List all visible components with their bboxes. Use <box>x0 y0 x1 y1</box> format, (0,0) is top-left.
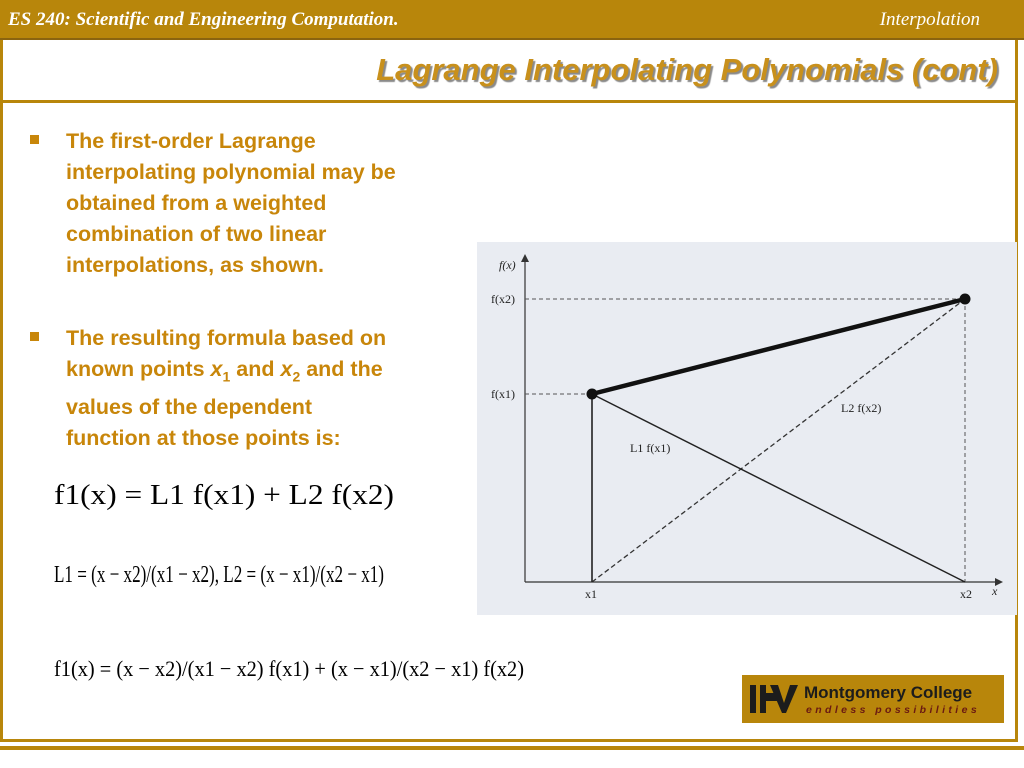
l1-line <box>592 394 965 582</box>
course-title: ES 240: Scientific and Engineering Computation. <box>8 9 399 30</box>
text-fragment: and <box>230 357 281 381</box>
formula-1 <box>54 472 404 518</box>
x-axis-label: x <box>992 584 998 598</box>
subscript: 1 <box>222 368 231 385</box>
x1-label: x1 <box>585 587 597 601</box>
formula-3 <box>54 630 534 720</box>
fx1-label: f(x1) <box>491 387 515 401</box>
y-axis-arrow <box>521 254 529 262</box>
bullet-2 <box>30 323 460 453</box>
variable-x: x <box>210 357 223 381</box>
formula-1-svg <box>54 472 404 518</box>
slide-title: Lagrange Interpolating Polynomials (cont) <box>376 52 998 87</box>
point-x1 <box>587 389 598 400</box>
bullet-1-line: interpolations, as shown. <box>66 253 325 277</box>
formula-2 <box>54 530 394 620</box>
header-bar <box>0 0 1024 40</box>
college-logo <box>742 675 1004 723</box>
bullet-1-line: interpolating polynomial may be <box>66 160 396 184</box>
bullet-2-text <box>66 323 486 454</box>
graph-svg <box>477 242 1017 615</box>
bullet-1-text <box>66 126 486 281</box>
x2-label: x2 <box>960 587 972 601</box>
l2-label: L2 f(x2) <box>841 401 882 415</box>
bullet-marker <box>30 135 39 144</box>
formula-2-text: L1 = (x − x2)/(x1 − x2), L2 = (x − x1)/(x2 − x1) <box>54 562 384 588</box>
interpolation-graph <box>477 242 1017 615</box>
formula-1-text: f1(x) = L1 f(x1) + L2 f(x2) <box>54 480 394 511</box>
formula-3-svg <box>54 630 534 720</box>
formula-2-svg <box>54 530 394 620</box>
title-divider <box>0 100 1018 103</box>
bullet-2-line: The resulting formula based on <box>66 326 387 350</box>
text-fragment: known points <box>66 357 211 381</box>
section-label: Interpolation <box>879 9 980 30</box>
fx2-label: f(x2) <box>491 292 515 306</box>
bullet-2-line <box>66 354 486 392</box>
y-axis-label: f(x) <box>499 258 516 272</box>
logo-tagline: endless possibilities <box>806 704 981 716</box>
logo-mark-icon <box>746 679 802 719</box>
bullet-1 <box>30 126 460 286</box>
bullet-marker <box>30 332 39 341</box>
interpolating-line <box>592 299 965 394</box>
bottom-rule <box>0 746 1024 750</box>
subscript: 2 <box>292 368 301 385</box>
bullet-2-line: values of the dependent <box>66 395 313 420</box>
logo-name: Montgomery College <box>804 683 973 702</box>
bullet-1-line: combination of two linear <box>66 222 327 246</box>
variable-x: x <box>280 357 293 381</box>
bullet-2-line: function at those points is: <box>66 426 341 451</box>
l1-label: L1 f(x1) <box>630 441 671 455</box>
text-fragment: and the <box>300 357 383 381</box>
bullet-1-line: obtained from a weighted <box>66 191 327 215</box>
point-x2 <box>960 294 971 305</box>
bullet-1-line: The first-order Lagrange <box>66 129 316 153</box>
formula-3-text: f1(x) = (x − x2)/(x1 − x2) f(x1) + (x − x1)/(x2 − x1) f(x2) <box>54 656 524 681</box>
